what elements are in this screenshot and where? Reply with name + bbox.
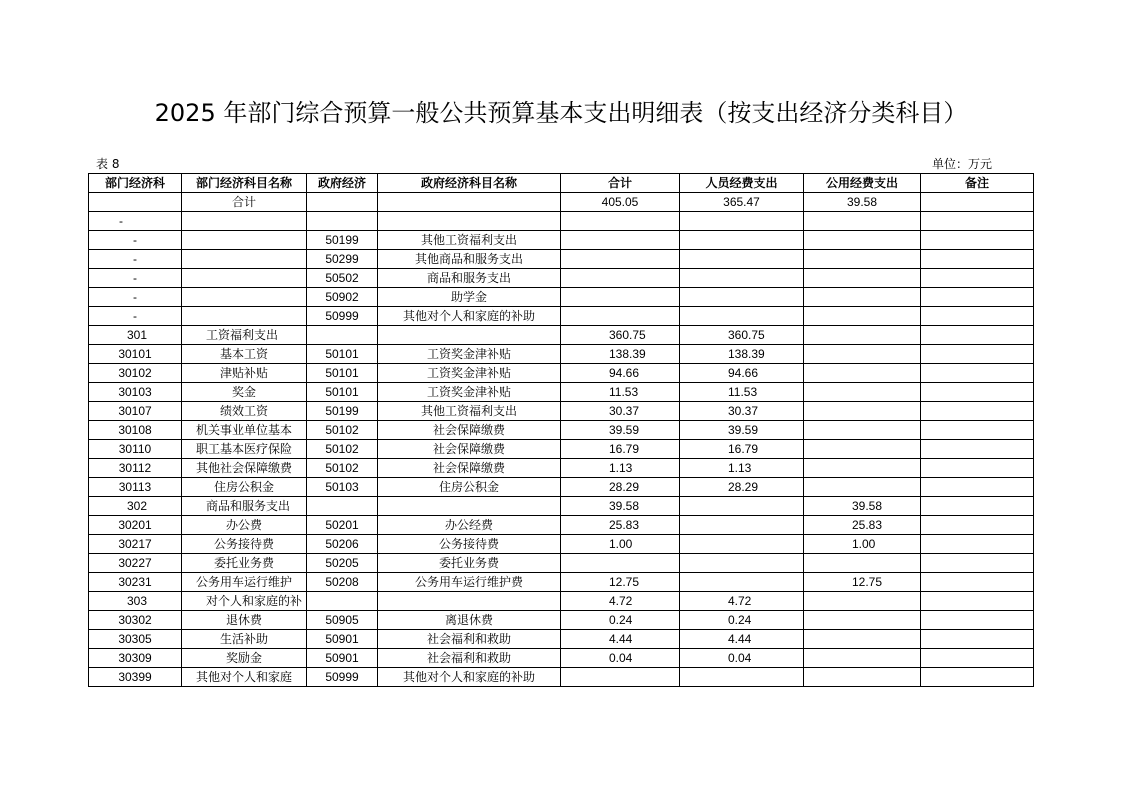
cell-personnel: 138.39 (680, 345, 804, 364)
cell-public (804, 269, 921, 288)
cell-name: 公务用车运行维护 (182, 573, 307, 592)
cell-personnel (680, 554, 804, 573)
cell-note (921, 326, 1034, 345)
cell-public (804, 307, 921, 326)
cell-name: 办公费 (182, 516, 307, 535)
cell-code: 30217 (89, 535, 182, 554)
cell-total (561, 554, 680, 573)
cell-personnel (680, 668, 804, 687)
cell-code: 30110 (89, 440, 182, 459)
cell-gov-code: 50101 (307, 383, 378, 402)
cell-gov-code: 50102 (307, 421, 378, 440)
cell-total (561, 269, 680, 288)
cell-gov-code: 50901 (307, 630, 378, 649)
cell-note (921, 383, 1034, 402)
cell-gov-code: 50199 (307, 402, 378, 421)
cell-name (182, 307, 307, 326)
cell-code: 30201 (89, 516, 182, 535)
cell-personnel (680, 516, 804, 535)
cell-gov-code: 50101 (307, 364, 378, 383)
header-dept-code: 部门经济科 (89, 174, 182, 193)
cell-name: 退休费 (182, 611, 307, 630)
cell-personnel (680, 535, 804, 554)
cell-personnel (680, 250, 804, 269)
cell-note (921, 516, 1034, 535)
cell-public: 25.83 (804, 516, 921, 535)
cell-name (182, 269, 307, 288)
page-title: 2025 年部门综合预算一般公共预算基本支出明细表（按支出经济分类科目） (154, 99, 968, 127)
cell-code: 30107 (89, 402, 182, 421)
cell-total: 138.39 (561, 345, 680, 364)
cell-name: 其他社会保障缴费 (182, 459, 307, 478)
header-note: 备注 (921, 174, 1034, 193)
table-row (89, 535, 1034, 554)
cell-personnel: 39.59 (680, 421, 804, 440)
table-row (89, 421, 1034, 440)
cell-gov-name: 社会保障缴费 (378, 421, 561, 440)
cell-public (804, 554, 921, 573)
cell-code: 30309 (89, 649, 182, 668)
cell-personnel (680, 288, 804, 307)
cell-gov-name: 工资奖金津补贴 (378, 345, 561, 364)
header-dept-name: 部门经济科目名称 (182, 174, 307, 193)
cell-gov-code: 50905 (307, 611, 378, 630)
table-row (89, 630, 1034, 649)
unit-label: 单位：万元 (932, 157, 993, 171)
cell-note (921, 364, 1034, 383)
cell-gov-name (378, 326, 561, 345)
cell-gov-name: 公务用车运行维护费 (378, 573, 561, 592)
cell-public (804, 459, 921, 478)
cell-total: 39.58 (561, 497, 680, 516)
cell-gov-name (378, 497, 561, 516)
table-row (89, 478, 1034, 497)
cell-gov-name: 其他工资福利支出 (378, 231, 561, 250)
cell-code: 30399 (89, 668, 182, 687)
cell-total (561, 668, 680, 687)
cell-code: 30305 (89, 630, 182, 649)
cell-personnel: 94.66 (680, 364, 804, 383)
cell-note (921, 231, 1034, 250)
cell-public (804, 288, 921, 307)
cell-code: 303 (89, 592, 182, 611)
cell-note (921, 402, 1034, 421)
cell-name: 奖励金 (182, 649, 307, 668)
header-gov-code: 政府经济 (307, 174, 378, 193)
table-number: 表 8 (96, 157, 120, 171)
cell-total (561, 288, 680, 307)
cell-gov-code (307, 193, 378, 212)
table-row (89, 326, 1034, 345)
cell-gov-code: 50502 (307, 269, 378, 288)
table-header-row (89, 174, 1034, 193)
cell-personnel: 0.04 (680, 649, 804, 668)
cell-total: 94.66 (561, 364, 680, 383)
cell-name: 公务接待费 (182, 535, 307, 554)
table-row (89, 649, 1034, 668)
cell-name: 住房公积金 (182, 478, 307, 497)
cell-name: 合计 (182, 193, 307, 212)
cell-note (921, 212, 1034, 231)
cell-total: 12.75 (561, 573, 680, 592)
table-row (89, 345, 1034, 364)
table-row (89, 383, 1034, 402)
cell-total: 39.59 (561, 421, 680, 440)
cell-gov-code: 50201 (307, 516, 378, 535)
cell-name: 生活补助 (182, 630, 307, 649)
table-row (89, 668, 1034, 687)
cell-personnel: 11.53 (680, 383, 804, 402)
cell-total (561, 250, 680, 269)
cell-name: 工资福利支出 (182, 326, 307, 345)
table-row (89, 592, 1034, 611)
cell-gov-code: 50101 (307, 345, 378, 364)
cell-note (921, 250, 1034, 269)
cell-gov-name: 社会保障缴费 (378, 459, 561, 478)
cell-public (804, 592, 921, 611)
cell-name: 对个人和家庭的补 (182, 592, 307, 611)
cell-personnel: 0.24 (680, 611, 804, 630)
table-row (89, 497, 1034, 516)
cell-code: - (89, 231, 182, 250)
cell-total: 4.72 (561, 592, 680, 611)
cell-gov-name (378, 592, 561, 611)
cell-note (921, 573, 1034, 592)
cell-total (561, 307, 680, 326)
cell-note (921, 459, 1034, 478)
cell-total: 11.53 (561, 383, 680, 402)
cell-note (921, 307, 1034, 326)
cell-code: 30103 (89, 383, 182, 402)
cell-name: 机关事业单位基本 (182, 421, 307, 440)
cell-public: 12.75 (804, 573, 921, 592)
cell-note (921, 497, 1034, 516)
header-gov-name: 政府经济科目名称 (378, 174, 561, 193)
cell-gov-name: 其他对个人和家庭的补助 (378, 307, 561, 326)
cell-name: 委托业务费 (182, 554, 307, 573)
table-row (89, 307, 1034, 326)
table-row (89, 611, 1034, 630)
cell-public (804, 250, 921, 269)
cell-personnel: 28.29 (680, 478, 804, 497)
cell-personnel: 30.37 (680, 402, 804, 421)
cell-name (182, 212, 307, 231)
table-row (89, 212, 1034, 231)
cell-gov-code: 50901 (307, 649, 378, 668)
cell-public (804, 231, 921, 250)
cell-gov-code: 50208 (307, 573, 378, 592)
cell-public (804, 402, 921, 421)
cell-total: 28.29 (561, 478, 680, 497)
cell-gov-code: 50205 (307, 554, 378, 573)
cell-code: 30113 (89, 478, 182, 497)
cell-note (921, 478, 1034, 497)
cell-public: 39.58 (804, 497, 921, 516)
cell-public (804, 630, 921, 649)
cell-name: 津贴补贴 (182, 364, 307, 383)
cell-code: - (89, 288, 182, 307)
cell-total (561, 231, 680, 250)
cell-gov-code: 50902 (307, 288, 378, 307)
cell-personnel: 1.13 (680, 459, 804, 478)
table-row (89, 459, 1034, 478)
cell-gov-name: 办公经费 (378, 516, 561, 535)
cell-name: 绩效工资 (182, 402, 307, 421)
cell-gov-code: 50103 (307, 478, 378, 497)
cell-personnel: 4.72 (680, 592, 804, 611)
cell-total: 4.44 (561, 630, 680, 649)
cell-gov-code: 50199 (307, 231, 378, 250)
cell-gov-name: 工资奖金津补贴 (378, 364, 561, 383)
cell-public: 1.00 (804, 535, 921, 554)
cell-note (921, 611, 1034, 630)
cell-gov-code: 50999 (307, 307, 378, 326)
cell-total: 0.04 (561, 649, 680, 668)
table-row (89, 554, 1034, 573)
cell-gov-code (307, 326, 378, 345)
cell-gov-code (307, 497, 378, 516)
cell-personnel (680, 573, 804, 592)
cell-public (804, 326, 921, 345)
cell-code: 301 (89, 326, 182, 345)
cell-name (182, 288, 307, 307)
cell-code: 30112 (89, 459, 182, 478)
cell-personnel: 360.75 (680, 326, 804, 345)
cell-personnel (680, 497, 804, 516)
cell-public: 39.58 (804, 193, 921, 212)
cell-name: 奖金 (182, 383, 307, 402)
cell-gov-name: 其他工资福利支出 (378, 402, 561, 421)
cell-name: 商品和服务支出 (182, 497, 307, 516)
cell-name: 基本工资 (182, 345, 307, 364)
cell-name (182, 231, 307, 250)
cell-public (804, 212, 921, 231)
cell-note (921, 649, 1034, 668)
cell-personnel: 16.79 (680, 440, 804, 459)
header-personnel: 人员经费支出 (680, 174, 804, 193)
table-row (89, 440, 1034, 459)
cell-code: 302 (89, 497, 182, 516)
cell-total: 360.75 (561, 326, 680, 345)
cell-gov-name: 助学金 (378, 288, 561, 307)
cell-public (804, 364, 921, 383)
cell-code (89, 193, 182, 212)
cell-gov-name: 社会福利和救助 (378, 649, 561, 668)
cell-note (921, 288, 1034, 307)
cell-note (921, 193, 1034, 212)
cell-total: 1.13 (561, 459, 680, 478)
cell-name (182, 250, 307, 269)
cell-personnel: 4.44 (680, 630, 804, 649)
cell-personnel (680, 212, 804, 231)
cell-gov-name: 其他对个人和家庭的补助 (378, 668, 561, 687)
cell-note (921, 592, 1034, 611)
cell-name: 其他对个人和家庭 (182, 668, 307, 687)
cell-total: 0.24 (561, 611, 680, 630)
cell-code: - (89, 269, 182, 288)
cell-gov-name: 委托业务费 (378, 554, 561, 573)
cell-gov-code: 50299 (307, 250, 378, 269)
cell-code: - (89, 307, 182, 326)
cell-gov-name: 住房公积金 (378, 478, 561, 497)
table-row (89, 269, 1034, 288)
header-public: 公用经费支出 (804, 174, 921, 193)
table-row (89, 231, 1034, 250)
cell-note (921, 535, 1034, 554)
cell-gov-name: 工资奖金津补贴 (378, 383, 561, 402)
budget-table (88, 173, 1034, 687)
cell-code: - (89, 212, 182, 231)
cell-personnel (680, 231, 804, 250)
header-total: 合计 (561, 174, 680, 193)
cell-gov-name: 离退休费 (378, 611, 561, 630)
cell-total: 16.79 (561, 440, 680, 459)
cell-code: 30227 (89, 554, 182, 573)
cell-gov-name (378, 193, 561, 212)
cell-total: 1.00 (561, 535, 680, 554)
cell-public (804, 383, 921, 402)
cell-gov-code (307, 212, 378, 231)
cell-gov-code: 50206 (307, 535, 378, 554)
table-row (89, 402, 1034, 421)
cell-public (804, 440, 921, 459)
cell-total: 405.05 (561, 193, 680, 212)
table-row (89, 288, 1034, 307)
cell-public (804, 611, 921, 630)
cell-gov-code (307, 592, 378, 611)
cell-code: 30102 (89, 364, 182, 383)
cell-public (804, 345, 921, 364)
cell-gov-code: 50102 (307, 459, 378, 478)
cell-name: 职工基本医疗保险 (182, 440, 307, 459)
cell-public (804, 421, 921, 440)
cell-code: 30108 (89, 421, 182, 440)
cell-gov-code: 50102 (307, 440, 378, 459)
cell-gov-name: 公务接待费 (378, 535, 561, 554)
cell-note (921, 554, 1034, 573)
cell-public (804, 478, 921, 497)
cell-code: - (89, 250, 182, 269)
cell-public (804, 649, 921, 668)
cell-personnel (680, 307, 804, 326)
table-row (89, 364, 1034, 383)
cell-personnel: 365.47 (680, 193, 804, 212)
cell-gov-name: 其他商品和服务支出 (378, 250, 561, 269)
table-row (89, 516, 1034, 535)
cell-public (804, 668, 921, 687)
cell-personnel (680, 269, 804, 288)
cell-note (921, 269, 1034, 288)
cell-total (561, 212, 680, 231)
cell-gov-name (378, 212, 561, 231)
cell-note (921, 421, 1034, 440)
cell-code: 30231 (89, 573, 182, 592)
cell-gov-name: 商品和服务支出 (378, 269, 561, 288)
cell-total: 25.83 (561, 516, 680, 535)
cell-gov-code: 50999 (307, 668, 378, 687)
cell-code: 30101 (89, 345, 182, 364)
cell-code: 30302 (89, 611, 182, 630)
cell-gov-name: 社会福利和救助 (378, 630, 561, 649)
table-row (89, 250, 1034, 269)
cell-gov-name: 社会保障缴费 (378, 440, 561, 459)
cell-note (921, 345, 1034, 364)
cell-note (921, 440, 1034, 459)
table-row (89, 573, 1034, 592)
total-row (89, 193, 1034, 212)
cell-note (921, 668, 1034, 687)
cell-note (921, 630, 1034, 649)
cell-total: 30.37 (561, 402, 680, 421)
